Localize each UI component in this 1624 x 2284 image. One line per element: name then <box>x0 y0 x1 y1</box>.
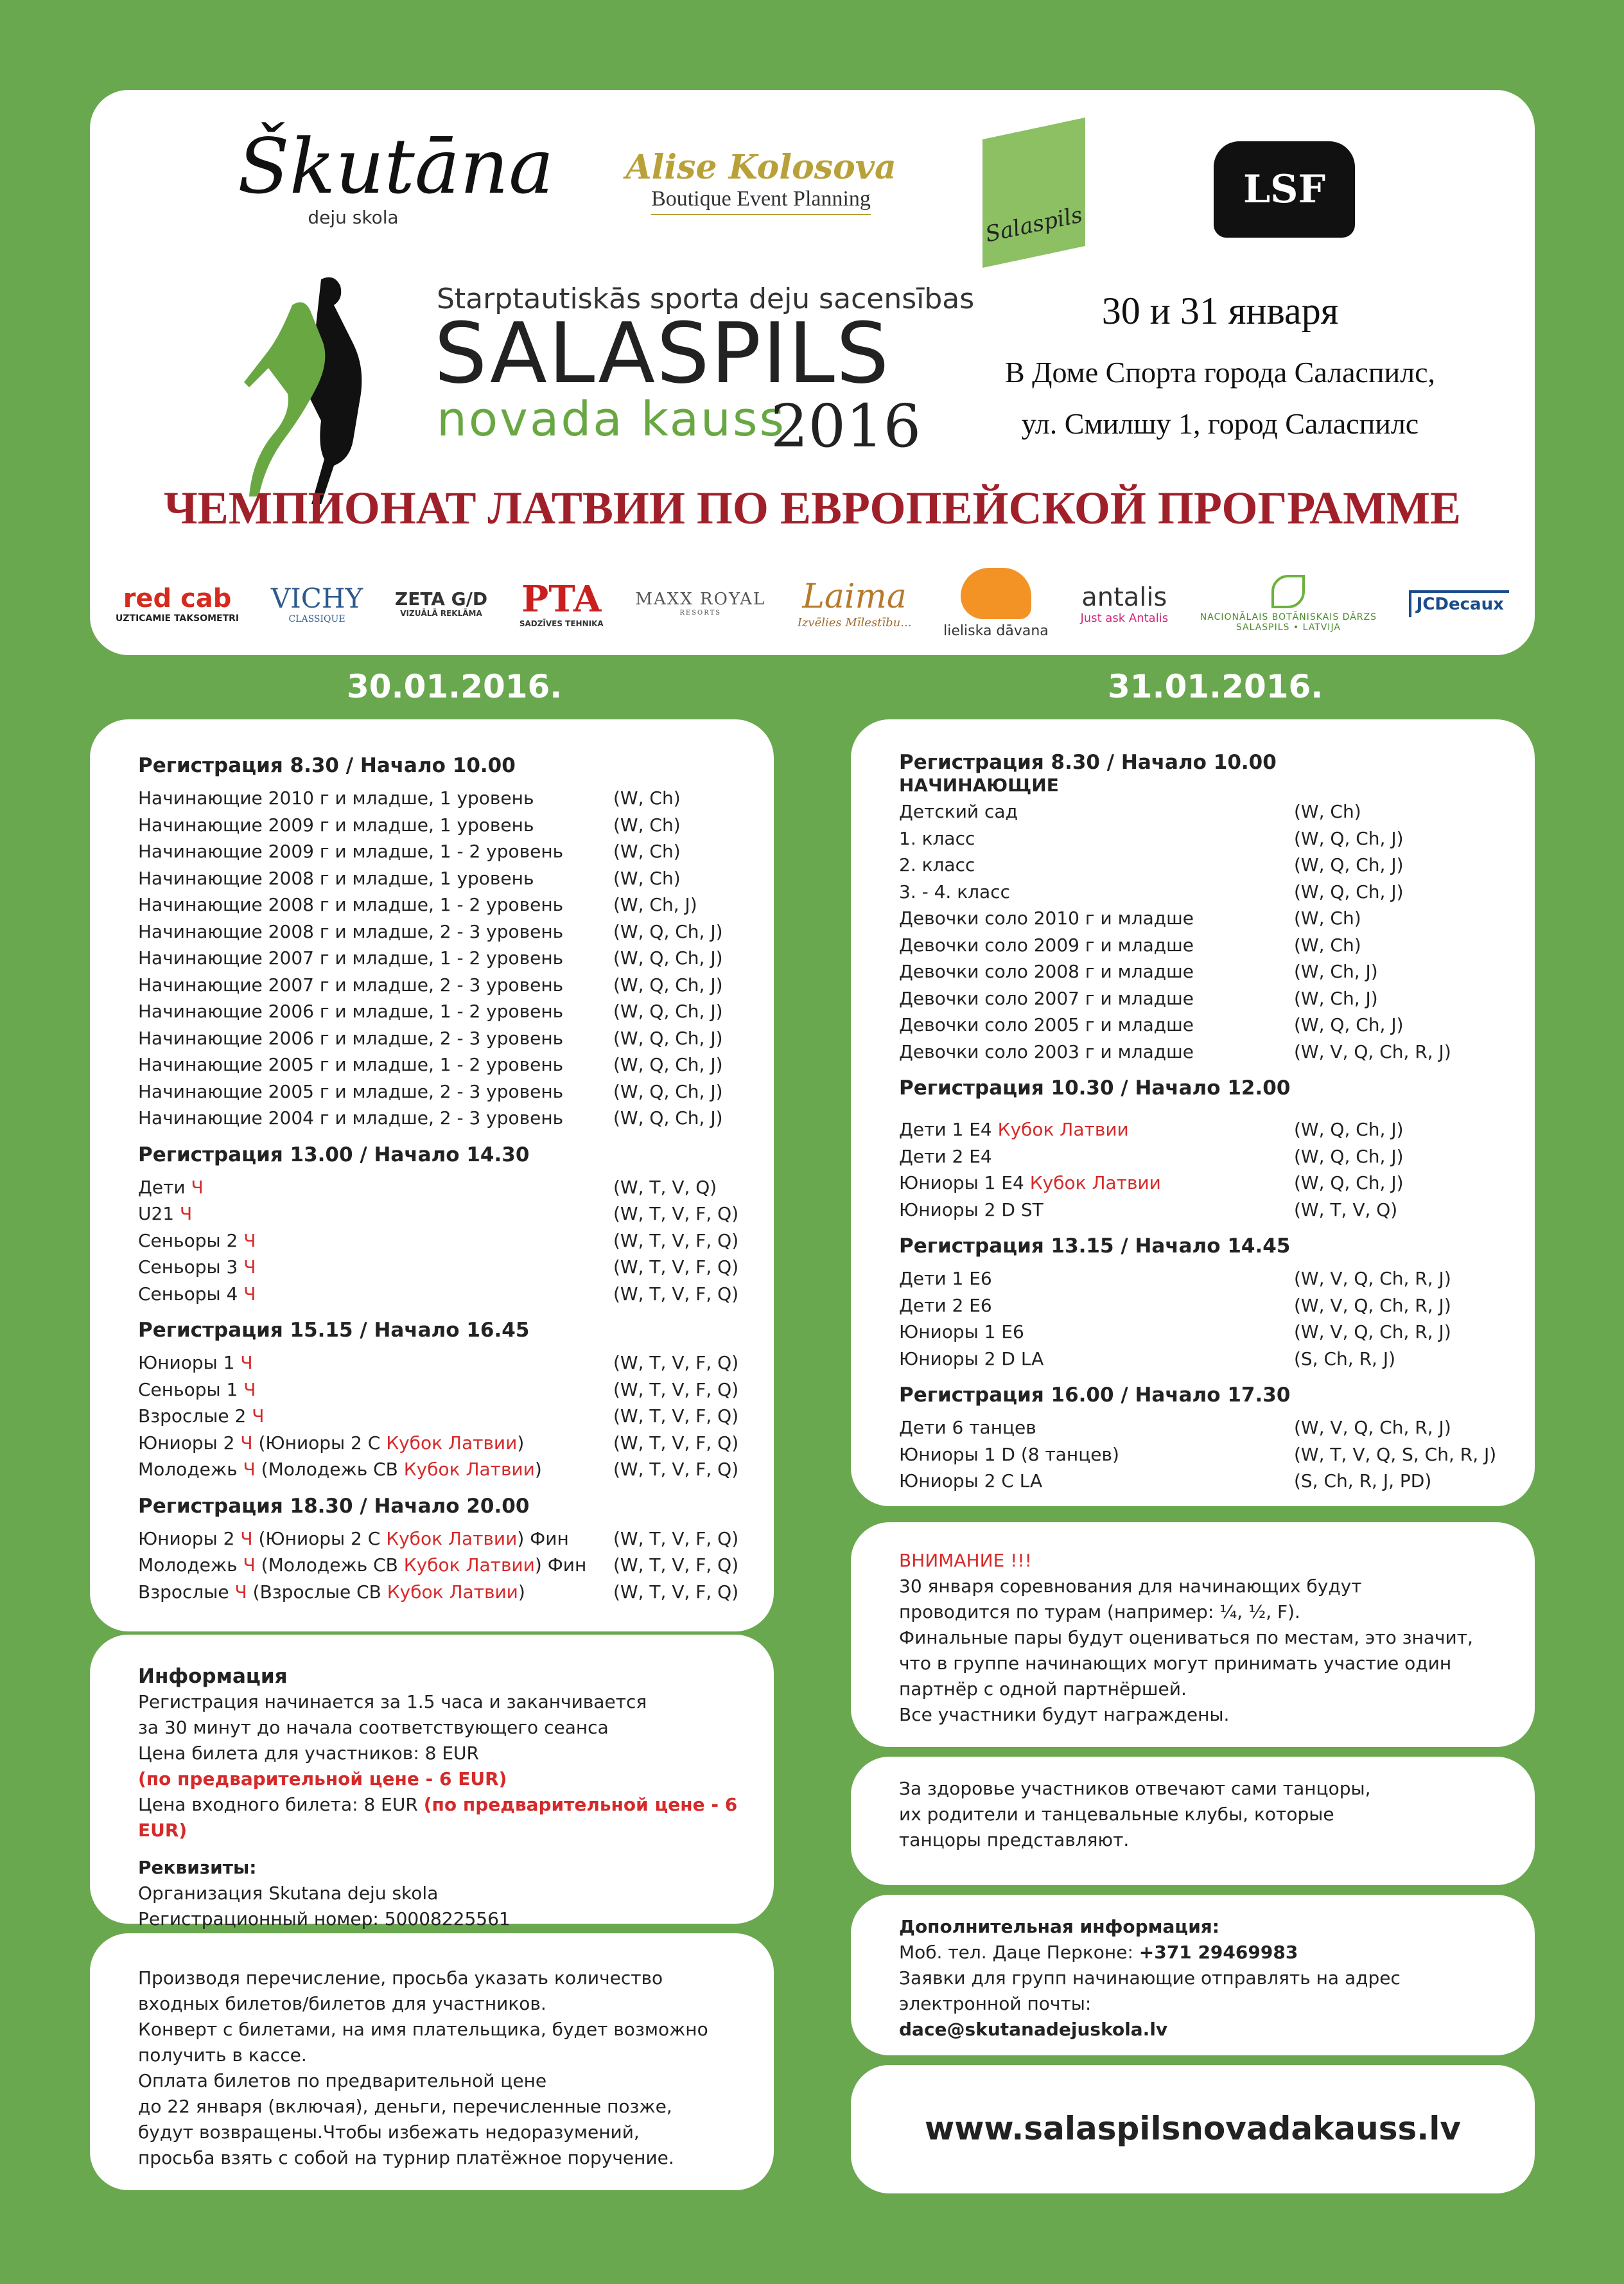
list-item: Девочки соло 2005 г и младше (W, Q, Ch, J) <box>899 1014 1404 1035</box>
list-item: Детский сад (W, Ch) <box>899 801 1361 822</box>
list-item: Юниоры 1 Е6 (W, V, Q, Ch, R, J) <box>899 1321 1451 1342</box>
day2-date: 31.01.2016. <box>1108 668 1323 705</box>
attention-card: ВНИМАНИЕ !!! 30 января соревнования для начинающих будут проводится по турам (например: ¼, ½, F). Финальные пары будут оцениваться по местам, это значит, что в группе начинающих могут принимать участие один партнёр с одной партнёршей. Все участники будут награждены. <box>851 1522 1535 1747</box>
list-item: Юниоры 1 Е4 Кубок Латвии (W, Q, Ch, J) <box>899 1172 1404 1193</box>
list-item: Сеньоры 3 Ч (W, T, V, F, Q) <box>138 1256 739 1278</box>
elephant-icon <box>961 568 1031 619</box>
list-item: Юниоры 2 Ч (Юниоры 2 С Кубок Латвии) (W, T, V, F, Q) <box>138 1432 739 1454</box>
list-item: Юниоры 2 C LA (S, Ch, R, J, PD) <box>899 1470 1432 1491</box>
text-line: Оплата билетов по предварительной цене <box>138 2070 547 2091</box>
alise-kolosova-logo: Alise Kolosova Boutique Event Planning <box>616 148 905 215</box>
day2-block3-list <box>899 1265 1509 1372</box>
list-item: Молодежь Ч (Молодежь СВ Кубок Латвии) (W, T, V, F, Q) <box>138 1459 739 1480</box>
list-item: Девочки соло 2007 г и младше (W, Ch, J) <box>899 987 1378 1009</box>
list-item: Юниоры 2 D ST (W, T, V, Q) <box>899 1199 1398 1220</box>
payment-card <box>90 1933 774 2190</box>
list-item: Начинающие 2008 г и младше, 2 - 3 уровень (W, Q, Ch, J) <box>138 920 723 942</box>
sponsor-maxx-royal: MAXX ROYAL RESORTS <box>635 590 766 617</box>
list-item: Девочки соло 2010 г и младше (W, Ch) <box>899 908 1361 929</box>
health-card <box>851 1757 1535 1885</box>
email-link[interactable]: dace@skutanadejuskola.lv <box>899 2019 1168 2040</box>
list-item: Юниоры 1 D (8 танцев) (W, T, V, Q, S, Ch, R, J) <box>899 1443 1497 1465</box>
list-item: Начинающие 2009 г и младше, 1 уровень (W, Ch) <box>138 814 681 836</box>
list-item: Юниоры 2 D LA (S, Ch, R, J) <box>899 1348 1396 1369</box>
list-item: Начинающие 2006 г и младше, 2 - 3 уровень (W, Q, Ch, J) <box>138 1027 723 1049</box>
list-item: Взрослые Ч (Взрослые СВ Кубок Латвии) (W, T, V, F, Q) <box>138 1581 739 1603</box>
sponsor-jcdecaux: JCDecaux <box>1409 590 1509 617</box>
list-item: Дети 1 Е6 (W, V, Q, Ch, R, J) <box>899 1268 1451 1289</box>
website-link[interactable]: www.salaspilsnovadakauss.lv <box>925 2110 1461 2147</box>
sponsor-antalis: antalis Just ask Antalis <box>1080 582 1169 625</box>
text-line: партнёр с одной партнёршей. <box>899 1678 1187 1700</box>
list-item: Сеньоры 4 Ч (W, T, V, F, Q) <box>138 1283 739 1305</box>
sponsors-bar <box>116 568 1509 639</box>
list-item: Начинающие 2008 г и младше, 1 - 2 уровень (W, Ch, J) <box>138 894 697 915</box>
text-line: их родители и танцевальные клубы, которые <box>899 1804 1334 1825</box>
list-item: 2. класс (W, Q, Ch, J) <box>899 854 1404 875</box>
list-item: Начинающие 2004 г и младше, 2 - 3 уровень (W, Q, Ch, J) <box>138 1107 723 1129</box>
list-item: Начинающие 2010 г и младше, 1 уровень (W, Ch) <box>138 787 681 809</box>
list-item: Юниоры 2 Ч (Юниоры 2 С Кубок Латвии) Фин (W, T, V, F, Q) <box>138 1527 739 1549</box>
text-line: что в группе начинающих могут принимать участие один <box>899 1653 1452 1674</box>
text-line: просьба взять с собой на турнир платёжное поручение. <box>138 2147 674 2168</box>
list-item: Начинающие 2006 г и младше, 1 - 2 уровень (W, Q, Ch, J) <box>138 1001 723 1022</box>
list-item: Начинающие 2005 г и младше, 2 - 3 уровень (W, Q, Ch, J) <box>138 1080 723 1102</box>
list-item: Молодежь Ч (Молодежь СВ Кубок Латвии) Фин (W, T, V, F, Q) <box>138 1554 739 1576</box>
list-item: Юниоры 1 Ч (W, T, V, F, Q) <box>138 1352 739 1373</box>
text-line: танцоры представляют. <box>899 1829 1130 1850</box>
list-item: Дети 2 Е4 (W, Q, Ch, J) <box>899 1145 1404 1167</box>
text-line: получить в кассе. <box>138 2044 307 2066</box>
list-item: Начинающие 2007 г и младше, 2 - 3 уровень (W, Q, Ch, J) <box>138 974 723 996</box>
sponsor-lieliska: lieliska dāvana <box>943 568 1049 639</box>
text-line: входных билетов/билетов для участников. <box>138 1993 546 2014</box>
text-line: За здоровье участников отвечают сами танцоры, <box>899 1778 1371 1799</box>
sponsor-botanical-garden: NACIONĀLAIS BOTĀNISKAIS DĀRZS SALASPILS • LATVIJA <box>1200 575 1377 633</box>
day2-block4-list <box>899 1414 1509 1495</box>
phone-number: +371 29469983 <box>1139 1942 1298 1963</box>
list-item: Девочки соло 2009 г и младше (W, Ch) <box>899 934 1361 956</box>
list-item: Дети 1 Е4 Кубок Латвии (W, Q, Ch, J) <box>899 1119 1404 1140</box>
day1-schedule: Регистрация 8.30 / Начало 10.00 Начинающие 2010 г и младше, 1 уровень (W, Ch) Начинающие 2009 г и младше, 1 уровень (W, Ch) Начинающие 2009 г и младше, 1 - 2 уровень (W, Ch) Начинающие 2008 г и младше, 1 уровень (W, Ch) Начинающие 2008 г и младше, 1 - 2 уровень (W, Ch, J) Начинающие 2008 г и младше, 2 - 3 уровень (W, Q, Ch, J) Начинающие 2007 г и младше, 1 - 2 уровень (W, Q, Ch, J) Начинающие 2007 г и младше, 2 - 3 уровень (W, Q, Ch, J) Начинающие 2006 г и младше, 1 - 2 уровень (W, Q, Ch, J) Начинающие 2006 г и младше, 2 - 3 уровень (W, Q, Ch, J) Начинающие 2005 г и младше, 1 - 2 уровень (W, Q, Ch, J) Начинающие 2005 г и младше, 2 - 3 уровень (W, Q, Ch, J) Начинающие 2004 г и младше, 2 - 3 уровень (W, Q, Ch, J) Регистрация 13.00 / Начало 14.30 Дети Ч (W, T, V, Q) U21 Ч (W, T, V, F, Q) Сеньоры 2 Ч (W, T, V, F, Q) Сеньоры 3 Ч (W, T, V, F, Q) Сеньоры 4 Ч (W, T, V, F, Q) Регистрация 15.15 / Начало 16.45 Юниоры 1 Ч (W, T, V, F, Q) Сеньоры 1 Ч (W, T, V, F, Q) Взрослые 2 Ч (W, T, V, F, Q) Юниоры 2 Ч (Юниоры 2 С Кубок Латвии) (W, T, V, F, Q) Молодежь Ч (Молодежь СВ Кубок Латвии) (W, T, V, F, Q) Регистрация 18.30 / Начало 20.00 Юниоры 2 Ч (Юниоры 2 С Кубок Латвии) Фин (W, T, V, F, Q) Молодежь Ч (Молодежь СВ Кубок Латвии) Фин (W, T, V, F, Q) Взрослые Ч (Взрослые СВ Кубок Латвии) (W, T, V, F, Q) <box>90 719 774 1631</box>
health-text <box>899 1776 1509 1853</box>
list-item: Начинающие 2007 г и младше, 1 - 2 уровень (W, Q, Ch, J) <box>138 947 723 969</box>
text-line: Все участники будут награждены. <box>899 1704 1230 1725</box>
sponsor-pta: PTA SADZĪVES TEHNIKA <box>519 577 604 629</box>
sponsor-vichy: VICHY CLASSIQUE <box>270 582 363 625</box>
website-card <box>851 2065 1535 2193</box>
list-item: Девочки соло 2003 г и младше (W, V, Q, Ch, R, J) <box>899 1041 1451 1062</box>
header-card: Škutāna deju skola Alise Kolosova Boutique Event Planning Salaspils LSF Starptautiskās sporta deju sacensības SALASPILS novada kauss 2016 30 и 31 января В Доме Спорта города Саласпилс, ул. Смилшу 1, город Саласпилс ЧЕМПИОНАТ ЛАТВИИ ПО ЕВРОПЕЙСКОЙ ПРОГРАММЕ red cab UZTICAMIE TAKSOMETRI VICHY CLASSIQUE ZETA G/D VIZUĀLĀ REKLĀMA PTA SADZĪVES TEHNIKA MAXX ROYAL RESORTS Laima Izvēlies Mīlestību... lieliska dāvana antalis Just ask Antalis NACIONĀLAIS BOTĀNISKAIS DĀRZS SALASPILS • LATVIJA JCDecaux <box>90 90 1535 655</box>
day2-schedule: Регистрация 8.30 / Начало 10.00 НАЧИНАЮЩИЕ Детский сад (W, Ch) 1. класс (W, Q, Ch, J) 2. класс (W, Q, Ch, J) 3. - 4. класс (W, Q, Ch, J) Девочки соло 2010 г и младше (W, Ch) Девочки соло 2009 г и младше (W, Ch) Девочки соло 2008 г и младше (W, Ch, J) Девочки соло 2007 г и младше (W, Ch, J) Девочки соло 2005 г и младше (W, Q, Ch, J) Девочки соло 2003 г и младше (W, V, Q, Ch, R, J) Регистрация 10.30 / Начало 12.00 Дети 1 Е4 Кубок Латвии (W, Q, Ch, J) Дети 2 Е4 (W, Q, Ch, J) Юниоры 1 Е4 Кубок Латвии (W, Q, Ch, J) Юниоры 2 D ST (W, T, V, Q) Регистрация 13.15 / Начало 14.45 Дети 1 Е6 (W, V, Q, Ch, R, J) Дети 2 Е6 (W, V, Q, Ch, R, J) Юниоры 1 Е6 (W, V, Q, Ch, R, J) Юниоры 2 D LA (S, Ch, R, J) Регистрация 16.00 / Начало 17.30 Дети 6 танцев (W, V, Q, Ch, R, J) Юниоры 1 D (8 танцев) (W, T, V, Q, S, Ch, R, J) Юниоры 2 C LA (S, Ch, R, J, PD) <box>851 719 1535 1506</box>
day2-block1-list <box>899 798 1509 1065</box>
info-card: Информация Регистрация начинается за 1.5 часа и заканчивается за 30 минут до начала соответствующего сеанса Цена билета для участников: 8 EUR (по предварительной цене - 6 EUR) Цена входного билета: 8 EUR (по предварительной цене - 6 EUR) Реквизиты: Организация Skutana deju skola Регистрационный номер: 50008225561 <box>90 1635 774 1924</box>
day1-date: 30.01.2016. <box>347 668 563 705</box>
text-line: проводится по турам (например: ¼, ½, F). <box>899 1601 1300 1622</box>
leaf-icon <box>1271 575 1305 608</box>
list-item: Сеньоры 2 Ч (W, T, V, F, Q) <box>138 1229 739 1251</box>
attention-text <box>899 1574 1509 1728</box>
skutana-logo: Škutāna deju skola <box>238 122 554 228</box>
list-item: Дети 6 танцев (W, V, Q, Ch, R, J) <box>899 1417 1451 1438</box>
list-item: Сеньоры 1 Ч (W, T, V, F, Q) <box>138 1378 739 1400</box>
list-item: Дети 2 Е6 (W, V, Q, Ch, R, J) <box>899 1294 1451 1316</box>
lsf-logo: LSF <box>1214 141 1361 244</box>
event-place: В Доме Спорта города Саласпилс, ул. Смилшу 1, город Саласпилс <box>1004 356 1436 440</box>
sponsor-zeta: ZETA G/D VIZUĀLĀ REKLĀMA <box>394 588 488 619</box>
sponsor-laima: Laima Izvēlies Mīlestību... <box>797 577 912 629</box>
day1-block3-list <box>138 1349 748 1430</box>
list-item: 1. класс (W, Q, Ch, J) <box>899 827 1404 849</box>
text-line: Производя перечисление, просьба указать количество <box>138 1967 663 1989</box>
text-line: Финальные пары будут оцениваться по местам, это значит, <box>899 1627 1473 1648</box>
list-item: Начинающие 2008 г и младше, 1 уровень (W, Ch) <box>138 867 681 889</box>
sponsor-redcab: red cab UZTICAMIE TAKSOMETRI <box>116 583 240 624</box>
text-line: 30 января соревнования для начинающих будут <box>899 1576 1362 1597</box>
day1-block1-list <box>138 785 748 1132</box>
list-item: Начинающие 2005 г и младше, 1 - 2 уровень (W, Q, Ch, J) <box>138 1054 723 1075</box>
list-item: Начинающие 2009 г и младше, 1 - 2 уровень (W, Ch) <box>138 841 681 862</box>
payment-text <box>138 1965 748 2171</box>
day1-block2-list <box>138 1174 748 1308</box>
list-item: U21 Ч (W, T, V, F, Q) <box>138 1203 739 1224</box>
salaspils-logo: Salaspils <box>963 128 1104 257</box>
contact-card: Дополнительная информация: Моб. тел. Даце Перконе: +371 29469983 Заявки для групп начинающие отправлять на адрес электронной почты: dace@skutanadejuskola.lv <box>851 1895 1535 2055</box>
text-line: Конверт с билетами, на имя плательщика, будет возможно <box>138 2019 708 2040</box>
event-dates: 30 и 31 января <box>1101 290 1339 332</box>
list-item: Дети Ч (W, T, V, Q) <box>138 1176 717 1198</box>
list-item: Взрослые 2 Ч (W, T, V, F, Q) <box>138 1405 739 1427</box>
list-item: 3. - 4. класс (W, Q, Ch, J) <box>899 881 1404 902</box>
text-line: до 22 января (включая), деньги, перечисленные позже, <box>138 2096 672 2117</box>
list-item: Девочки соло 2008 г и младше (W, Ch, J) <box>899 961 1378 982</box>
text-line: будут возвращены.Чтобы избежать недоразумений, <box>138 2121 640 2143</box>
championship-title: ЧЕМПИОНАТ ЛАТВИИ ПО ЕВРОПЕЙСКОЙ ПРОГРАММЕ <box>163 482 1462 534</box>
